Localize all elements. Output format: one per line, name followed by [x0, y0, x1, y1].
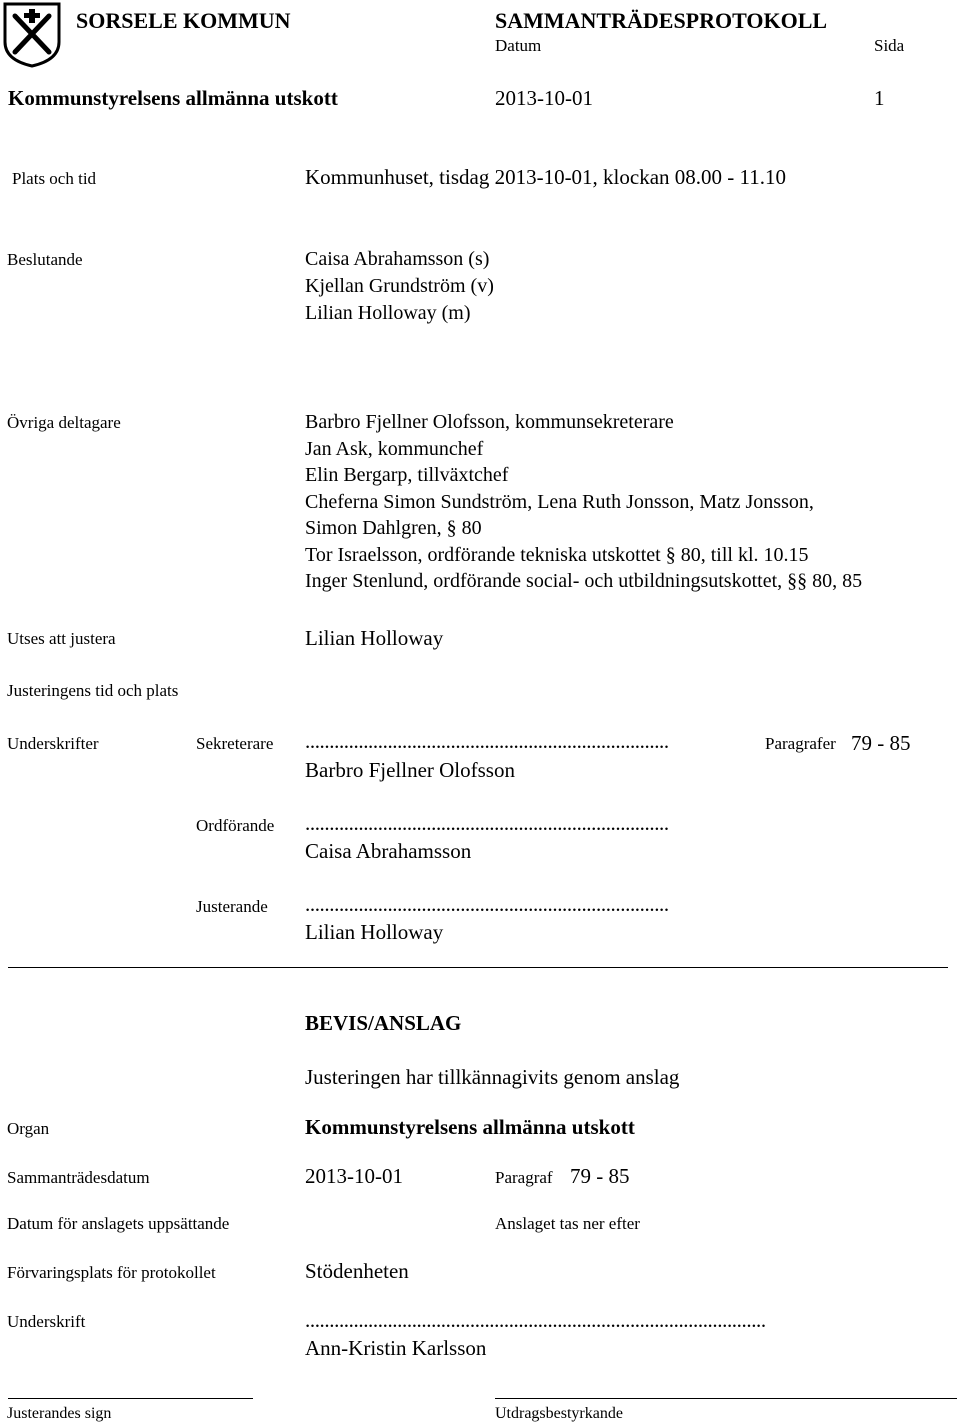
appointed-adjuster-label: Utses att justera: [7, 629, 116, 648]
meeting-date: 2013-10-01: [495, 86, 593, 110]
participant-item: Barbro Fjellner Olofsson, kommunsekreterare: [305, 411, 674, 433]
decider-item: Lilian Holloway (m): [305, 302, 471, 324]
adjustment-time-place-label: Justeringens tid och plats: [7, 681, 179, 700]
footer-certification: Utdragsbestyrkande: [495, 1405, 623, 1422]
chair-name: Caisa Abrahamsson: [305, 839, 472, 863]
adjuster-name: Lilian Holloway: [305, 920, 444, 944]
chair-label: Ordförande: [196, 816, 275, 835]
footer-adjusters-sign: Justerandes sign: [7, 1405, 112, 1422]
other-participants-label: Övriga deltagare: [7, 413, 121, 432]
participant-item: Inger Stenlund, ordförande social- och utbildningsutskottet, §§ 80, 85: [305, 570, 863, 592]
adjuster-label: Justerande: [196, 897, 268, 916]
chair-signature-line: ...........................................................................: [305, 811, 669, 835]
notice-title: BEVIS/ANSLAG: [305, 1011, 462, 1035]
deciders-label: Beslutande: [7, 250, 83, 269]
date-heading: Datum: [495, 36, 542, 55]
organ-label: Organ: [7, 1119, 50, 1138]
removal-date-label: Anslaget tas ner efter: [495, 1214, 640, 1233]
appointed-adjuster-value: Lilian Holloway: [305, 626, 444, 650]
participant-item: Elin Bergarp, tillväxtchef: [305, 464, 509, 486]
page-heading: Sida: [874, 36, 905, 55]
place-time-value: Kommunhuset, tisdag 2013-10-01, klockan 08.00 - 11.10: [305, 165, 787, 189]
organ-value: Kommunstyrelsens allmänna utskott: [305, 1115, 635, 1139]
paragraphs-value: 79 - 85: [851, 731, 911, 755]
storage-value: Stödenheten: [305, 1259, 409, 1283]
signature-label: Underskrift: [7, 1312, 86, 1331]
storage-label: Förvaringsplats för protokollet: [7, 1263, 216, 1282]
meeting-date-value: 2013-10-01: [305, 1164, 403, 1188]
adjuster-signature-line: ...........................................................................: [305, 892, 669, 916]
decider-item: Kjellan Grundström (v): [305, 275, 494, 297]
footer-rule-right: [495, 1398, 957, 1399]
paragraph-value: 79 - 85: [570, 1164, 630, 1188]
secretary-signature-line: ...........................................................................: [305, 729, 669, 753]
secretary-label: Sekreterare: [196, 734, 274, 753]
place-time-label: Plats och tid: [12, 169, 97, 188]
signer-name: Ann-Kristin Karlsson: [305, 1336, 487, 1360]
participant-item: Tor Israelsson, ordförande tekniska utskottet § 80, till kl. 10.15: [305, 543, 809, 566]
participant-item: Jan Ask, kommunchef: [305, 437, 484, 460]
decider-item: Caisa Abrahamsson (s): [305, 248, 490, 270]
deciders-list: [305, 246, 494, 327]
committee-name: Kommunstyrelsens allmänna utskott: [8, 86, 338, 110]
participant-item: Cheferna Simon Sundström, Lena Ruth Jonsson, Matz Jonsson,: [305, 490, 814, 513]
posting-date-label: Datum för anslagets uppsättande: [7, 1214, 230, 1233]
section-divider: [8, 967, 948, 968]
paragraphs-label: Paragrafer: [765, 734, 836, 753]
municipality-name: SORSELE KOMMUN: [76, 8, 291, 33]
notice-signature-line: ...............................................................................................: [305, 1308, 766, 1332]
document-type: SAMMANTRÄDESPROTOKOLL: [495, 8, 828, 33]
page-number: 1: [874, 86, 885, 110]
other-participants-list: [305, 409, 862, 595]
secretary-name: Barbro Fjellner Olofsson: [305, 758, 515, 782]
footer-rule-left: [8, 1398, 253, 1399]
municipality-logo: [3, 2, 61, 68]
signatures-label: Underskrifter: [7, 734, 99, 753]
meeting-date-label: Sammanträdesdatum: [7, 1168, 150, 1187]
paragraph-label: Paragraf: [495, 1168, 553, 1187]
participant-item: Simon Dahlgren, § 80: [305, 517, 482, 539]
notice-subtitle: Justeringen har tillkännagivits genom anslag: [305, 1065, 680, 1089]
